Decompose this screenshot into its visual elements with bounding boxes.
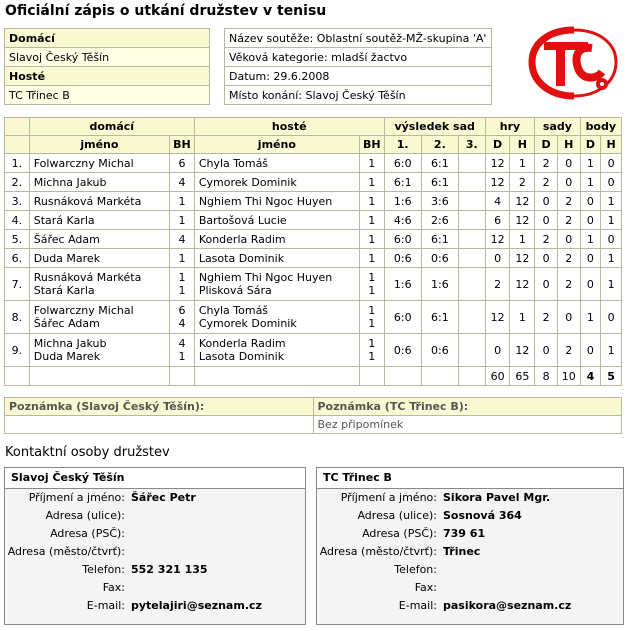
set3-score (458, 173, 485, 192)
games-guest: 12 (510, 249, 535, 268)
set3-score (458, 154, 485, 173)
games-home: 2 (485, 268, 510, 301)
guest-player (194, 211, 359, 230)
points-home: 1 (580, 301, 601, 334)
home-player-line: Michna Jakub (33, 175, 107, 189)
games-home: 12 (485, 301, 510, 334)
home-player (29, 211, 169, 230)
set1-score: 0:6 (384, 249, 421, 268)
guest-player-line: Chyla Tomáš (198, 304, 269, 317)
set1-score: 1:6 (384, 192, 421, 211)
contact-value: pasikora@seznam.cz (443, 599, 572, 612)
guest-team: TC Třinec B (5, 86, 210, 105)
sets-home: 2 (535, 154, 558, 173)
set2-score: 0:6 (421, 334, 458, 367)
home-bh-line: 4 (178, 175, 186, 189)
total-points-home: 4 (580, 367, 601, 386)
total-empty (29, 367, 169, 386)
note-home-value (5, 416, 314, 434)
contact-label: Adresa (ulice): (357, 509, 437, 522)
guest-player-line: Nghiem Thi Ngoc Huyen (198, 194, 333, 208)
header-points: body (580, 118, 621, 136)
games-guest: 12 (510, 192, 535, 211)
home-player (29, 154, 169, 173)
home-player-line: Folwarczny Michal (33, 304, 134, 317)
contact-guest-team: TC Třinec B (317, 468, 623, 489)
note-home-label: Poznámka (Slavoj Český Těšín): (5, 398, 314, 416)
home-player-line: Duda Marek (33, 251, 101, 265)
total-empty (5, 367, 30, 386)
results-rows (5, 154, 622, 367)
result-row (5, 154, 622, 173)
contact-label: Adresa (PSČ): (362, 527, 437, 540)
result-row (5, 192, 622, 211)
contact-value: Šářec Petr (131, 491, 196, 504)
header-d: D (485, 136, 510, 154)
contact-home-team: Slavoj Český Těšín (5, 468, 305, 489)
contact-value: pytelajiri@seznam.cz (131, 599, 262, 612)
guest-player (194, 192, 359, 211)
guest-player-line: Bartošová Lucie (198, 213, 287, 227)
guest-player-line: Nghiem Thi Ngoc Huyen (198, 271, 333, 284)
home-bh-line: 1 (178, 194, 186, 208)
contact-row (317, 597, 623, 615)
sets-home: 0 (535, 192, 558, 211)
contact-guest-rows (317, 489, 623, 615)
row-number: 5. (5, 230, 30, 249)
guest-player (194, 334, 359, 367)
total-sets-guest: 10 (557, 367, 580, 386)
set3-score (458, 211, 485, 230)
guest-bh (359, 173, 384, 192)
contact-row (317, 561, 623, 579)
contact-label: Telefon: (82, 563, 125, 576)
points-home: 0 (580, 249, 601, 268)
guest-bh-line: 1 (368, 156, 376, 170)
age-category: Věková kategorie: mladší žactvo (225, 48, 492, 67)
guest-bh-line: 1 (368, 337, 376, 350)
set2-score: 3:6 (421, 192, 458, 211)
home-player (29, 249, 169, 268)
set1-score: 0:6 (384, 334, 421, 367)
points-guest: 1 (601, 192, 622, 211)
row-number: 8. (5, 301, 30, 334)
result-row (5, 334, 622, 367)
contact-value: Sosnová 364 (443, 509, 522, 522)
guest-bh-line: 1 (368, 175, 376, 189)
header-result: výsledek sad (384, 118, 485, 136)
guest-player (194, 301, 359, 334)
home-bh (170, 173, 195, 192)
sets-guest: 0 (557, 154, 580, 173)
total-games-guest: 65 (510, 367, 535, 386)
guest-bh (359, 211, 384, 230)
note-guest-label: Poznámka (TC Třinec B): (313, 398, 622, 416)
total-empty (384, 367, 421, 386)
header-set2: 2. (421, 136, 458, 154)
sets-home: 2 (535, 230, 558, 249)
contact-home-box (4, 467, 306, 625)
home-bh (170, 154, 195, 173)
page-title: Oficiální zápis o utkání družstev v tenisu (5, 3, 327, 19)
guest-bh-line: 1 (368, 232, 376, 246)
set1-score: 6:0 (384, 230, 421, 249)
games-guest: 1 (510, 230, 535, 249)
guest-bh (359, 268, 384, 301)
home-bh-line: 4 (178, 317, 186, 330)
points-home: 0 (580, 334, 601, 367)
points-home: 1 (580, 173, 601, 192)
home-bh (170, 334, 195, 367)
home-bh-line: 6 (178, 304, 186, 317)
header-empty (5, 136, 30, 154)
guest-player-line: Cymorek Dominik (198, 317, 297, 330)
home-bh-line: 1 (178, 213, 186, 227)
row-number: 6. (5, 249, 30, 268)
contact-label: Adresa (PSČ): (50, 527, 125, 540)
games-guest: 12 (510, 268, 535, 301)
guest-player-line: Konderla Radim (198, 232, 286, 246)
points-home: 0 (580, 268, 601, 301)
sets-home: 0 (535, 211, 558, 230)
guest-player (194, 249, 359, 268)
contact-label: Adresa (ulice): (45, 509, 125, 522)
contact-row (317, 579, 623, 597)
total-points-guest: 5 (601, 367, 622, 386)
club-logo (526, 24, 622, 102)
games-guest: 12 (510, 211, 535, 230)
points-guest: 1 (601, 249, 622, 268)
games-home: 0 (485, 249, 510, 268)
points-guest: 0 (601, 173, 622, 192)
points-guest: 1 (601, 211, 622, 230)
contacts-title: Kontaktní osoby družstev (5, 445, 170, 460)
contact-row (5, 507, 305, 525)
set3-score (458, 230, 485, 249)
guest-bh-line: 1 (368, 194, 376, 208)
points-guest: 0 (601, 230, 622, 249)
sets-home: 0 (535, 268, 558, 301)
guest-player (194, 173, 359, 192)
result-row (5, 268, 622, 301)
points-home: 0 (580, 211, 601, 230)
header-h: H (557, 136, 580, 154)
set2-score: 6:1 (421, 154, 458, 173)
guest-label: Hosté (5, 67, 210, 86)
home-bh-line: 1 (178, 251, 186, 265)
games-home: 12 (485, 173, 510, 192)
set2-score: 2:6 (421, 211, 458, 230)
home-player-line: Folwarczny Michal (33, 156, 134, 170)
guest-player-line: Konderla Radim (198, 337, 286, 350)
home-team: Slavoj Český Těšín (5, 48, 210, 67)
set1-score: 6:0 (384, 301, 421, 334)
sets-guest: 2 (557, 334, 580, 367)
guest-bh (359, 301, 384, 334)
header-home: domácí (29, 118, 194, 136)
guest-bh (359, 154, 384, 173)
home-bh-line: 6 (178, 156, 186, 170)
home-player-line: Duda Marek (33, 350, 101, 363)
set1-score: 1:6 (384, 268, 421, 301)
games-home: 12 (485, 230, 510, 249)
games-home: 6 (485, 211, 510, 230)
sets-home: 0 (535, 334, 558, 367)
contact-row (5, 489, 305, 507)
sets-guest: 0 (557, 173, 580, 192)
sets-guest: 0 (557, 230, 580, 249)
contact-row (5, 579, 305, 597)
set1-score: 6:1 (384, 173, 421, 192)
total-empty (458, 367, 485, 386)
result-row (5, 301, 622, 334)
set3-score (458, 301, 485, 334)
header-h: H (510, 136, 535, 154)
header-name: jméno (29, 136, 169, 154)
total-empty (194, 367, 359, 386)
match-place: Místo konání: Slavoj Český Těšín (225, 86, 492, 105)
total-empty (359, 367, 384, 386)
home-player (29, 301, 169, 334)
contact-row (317, 525, 623, 543)
guest-player-line: Plisková Sára (198, 284, 272, 297)
contact-home-rows (5, 489, 305, 615)
header-h: H (601, 136, 622, 154)
set2-score: 1:6 (421, 268, 458, 301)
contact-label: E-mail: (86, 599, 125, 612)
result-row (5, 211, 622, 230)
set3-score (458, 334, 485, 367)
guest-bh (359, 249, 384, 268)
contact-value: Sikora Pavel Mgr. (443, 491, 551, 504)
games-guest: 1 (510, 301, 535, 334)
guest-bh-line: 1 (368, 213, 376, 227)
home-bh-line: 1 (178, 350, 186, 363)
guest-bh (359, 192, 384, 211)
home-player-line: Stará Karla (33, 284, 95, 297)
contact-label: Adresa (město/čtvrť): (7, 545, 125, 558)
games-home: 0 (485, 334, 510, 367)
home-player-line: Stará Karla (33, 213, 95, 227)
points-guest: 0 (601, 301, 622, 334)
contact-value: 739 61 (443, 527, 486, 540)
set2-score: 6:1 (421, 230, 458, 249)
guest-player (194, 268, 359, 301)
home-player-line: Šářec Adam (33, 232, 100, 246)
set2-score: 6:1 (421, 173, 458, 192)
contact-value: Třinec (443, 545, 481, 558)
points-home: 1 (580, 154, 601, 173)
sets-guest: 2 (557, 211, 580, 230)
row-number: 4. (5, 211, 30, 230)
guest-bh (359, 230, 384, 249)
row-number: 3. (5, 192, 30, 211)
header-set3: 3. (458, 136, 485, 154)
header-d: D (580, 136, 601, 154)
home-bh (170, 192, 195, 211)
header-empty (5, 118, 30, 136)
notes-table (4, 397, 622, 434)
home-label: Domácí (5, 29, 210, 48)
guest-player (194, 230, 359, 249)
home-player-line: Rusnáková Markéta (33, 194, 142, 208)
result-row (5, 173, 622, 192)
total-empty (170, 367, 195, 386)
competition-name: Název soutěže: Oblastní soutěž-MŽ-skupina 'A' (225, 29, 492, 48)
contact-row (5, 525, 305, 543)
guest-player-line: Lasota Dominik (198, 251, 285, 265)
home-bh (170, 268, 195, 301)
set2-score: 6:1 (421, 301, 458, 334)
home-player (29, 268, 169, 301)
guest-bh-line: 1 (368, 350, 376, 363)
contact-row (5, 543, 305, 561)
contact-value: 552 321 135 (131, 563, 208, 576)
contact-label: Příjmení a jméno: (28, 491, 125, 504)
result-row (5, 249, 622, 268)
home-bh (170, 301, 195, 334)
guest-bh (359, 334, 384, 367)
set1-score: 4:6 (384, 211, 421, 230)
contact-label: Příjmení a jméno: (340, 491, 437, 504)
total-empty (421, 367, 458, 386)
header-set1: 1. (384, 136, 421, 154)
note-guest-value: Bez připomínek (313, 416, 622, 434)
contact-row (5, 597, 305, 615)
home-player (29, 334, 169, 367)
total-games-home: 60 (485, 367, 510, 386)
games-home: 12 (485, 154, 510, 173)
guest-player-line: Cymorek Dominik (198, 175, 297, 189)
guest-bh-line: 1 (368, 251, 376, 265)
header-guest: hosté (194, 118, 384, 136)
home-bh-line: 4 (178, 232, 186, 246)
guest-bh-line: 1 (368, 271, 376, 284)
contact-row (317, 489, 623, 507)
set3-score (458, 268, 485, 301)
match-date: Datum: 29.6.2008 (225, 67, 492, 86)
games-home: 4 (485, 192, 510, 211)
set3-score (458, 249, 485, 268)
header-sets: sady (535, 118, 580, 136)
contact-label: Adresa (město/čtvrť): (319, 545, 437, 558)
result-row (5, 230, 622, 249)
sets-home: 2 (535, 301, 558, 334)
results-table (4, 117, 622, 386)
points-guest: 1 (601, 268, 622, 301)
sets-guest: 0 (557, 301, 580, 334)
set2-score: 0:6 (421, 249, 458, 268)
home-bh-line: 1 (178, 284, 186, 297)
games-guest: 12 (510, 334, 535, 367)
home-player-line: Šářec Adam (33, 317, 100, 330)
contact-label: Fax: (414, 581, 437, 594)
points-home: 1 (580, 230, 601, 249)
guest-bh-line: 1 (368, 304, 376, 317)
home-bh (170, 249, 195, 268)
guest-bh-line: 1 (368, 317, 376, 330)
guest-player-line: Lasota Dominik (198, 350, 285, 363)
home-player-line: Michna Jakub (33, 337, 107, 350)
sets-home: 0 (535, 249, 558, 268)
home-player-line: Rusnáková Markéta (33, 271, 142, 284)
contact-label: E-mail: (398, 599, 437, 612)
home-bh-line: 4 (178, 337, 186, 350)
header-games: hry (485, 118, 535, 136)
total-sets-home: 8 (535, 367, 558, 386)
guest-player (194, 154, 359, 173)
sets-guest: 2 (557, 268, 580, 301)
contact-row (5, 561, 305, 579)
team-table (4, 28, 210, 105)
set3-score (458, 192, 485, 211)
sets-guest: 2 (557, 249, 580, 268)
row-number: 1. (5, 154, 30, 173)
header-d: D (535, 136, 558, 154)
points-guest: 1 (601, 334, 622, 367)
header-name: jméno (194, 136, 359, 154)
home-bh (170, 211, 195, 230)
contact-row (317, 507, 623, 525)
games-guest: 1 (510, 154, 535, 173)
contact-guest-box (316, 467, 624, 625)
contact-row (317, 543, 623, 561)
sets-home: 2 (535, 173, 558, 192)
points-home: 0 (580, 192, 601, 211)
contact-label: Telefon: (394, 563, 437, 576)
header-bh: BH (170, 136, 195, 154)
row-number: 9. (5, 334, 30, 367)
header-bh: BH (359, 136, 384, 154)
home-player (29, 230, 169, 249)
home-player (29, 192, 169, 211)
row-number: 2. (5, 173, 30, 192)
contact-label: Fax: (102, 581, 125, 594)
guest-bh-line: 1 (368, 284, 376, 297)
match-info-table (224, 28, 492, 105)
row-number: 7. (5, 268, 30, 301)
home-bh (170, 230, 195, 249)
sets-guest: 2 (557, 192, 580, 211)
games-guest: 2 (510, 173, 535, 192)
guest-player-line: Chyla Tomáš (198, 156, 269, 170)
set1-score: 6:0 (384, 154, 421, 173)
home-player (29, 173, 169, 192)
points-guest: 0 (601, 154, 622, 173)
home-bh-line: 1 (178, 271, 186, 284)
